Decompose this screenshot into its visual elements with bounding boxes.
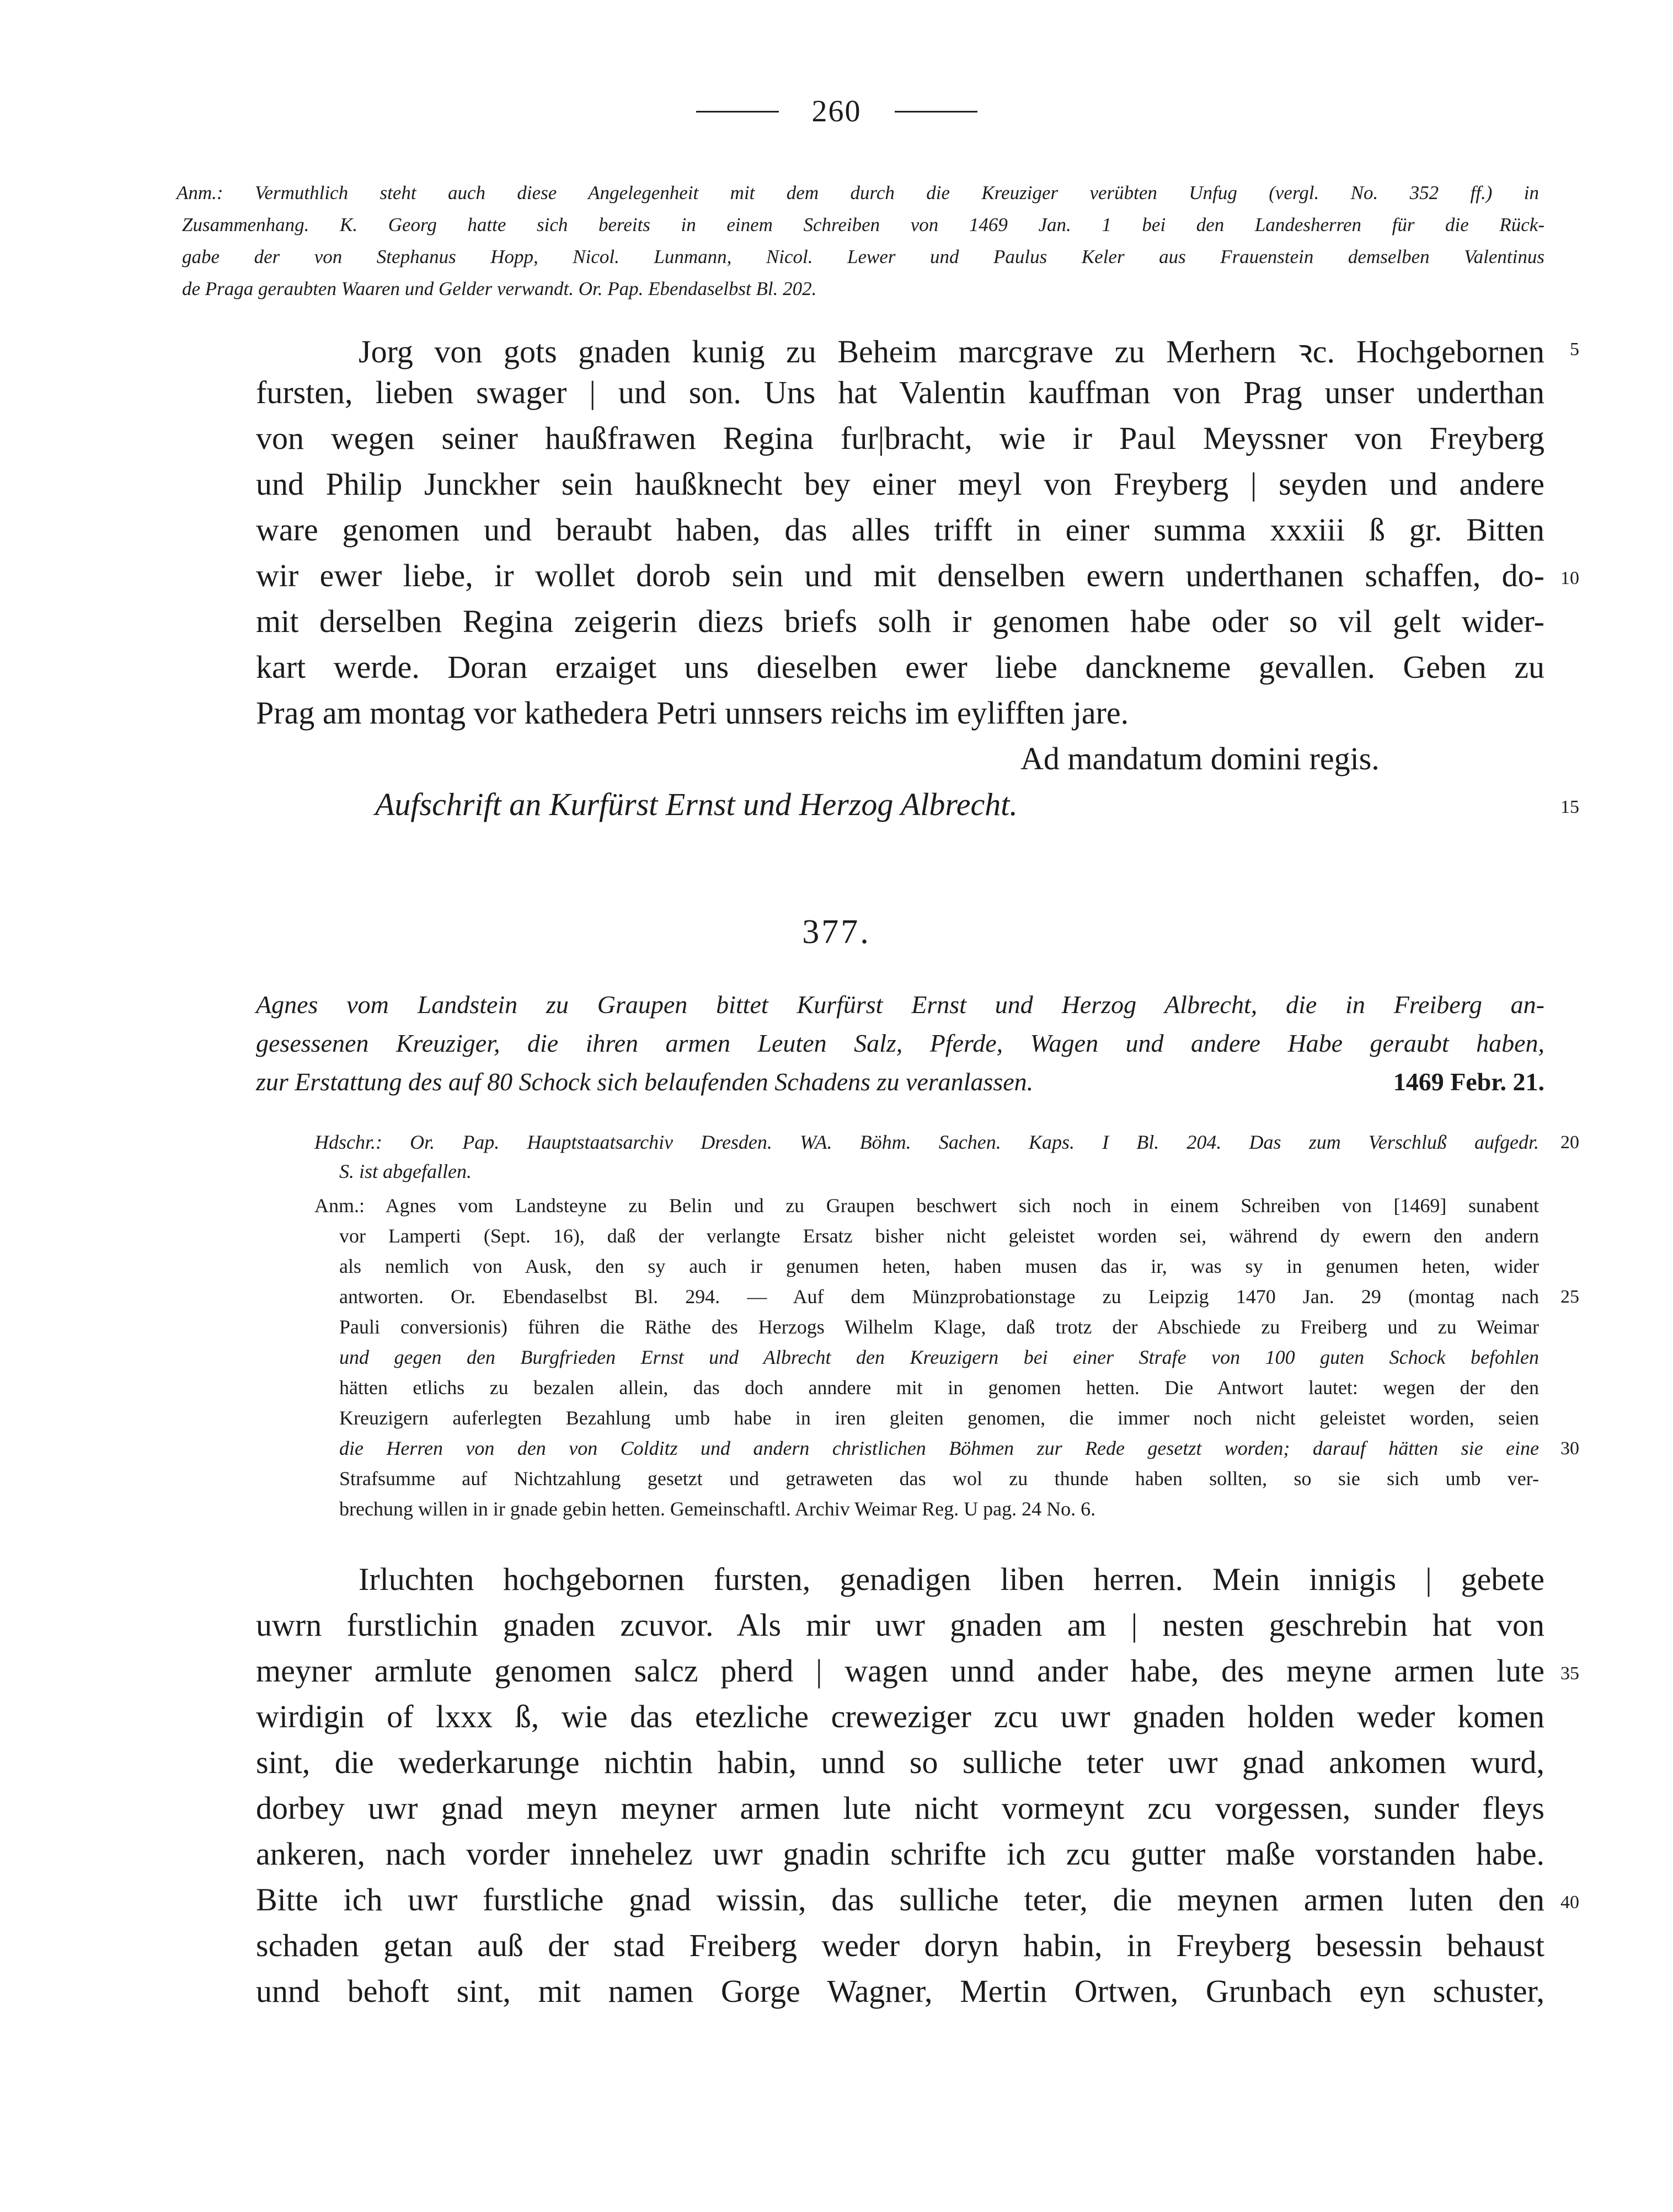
summary-line: gesessenen Kreuziger, die ihren armen Leuten Salz, Pferde, Wagen und andere Habe geraubt haben, — [256, 1029, 1544, 1057]
letter-line: und Philip Junckher sein haußknecht bey einer meyl von Freyberg | seyden und andere — [256, 466, 1544, 502]
header-rule-left — [696, 111, 779, 113]
letter-line: Irluchten hochgebornen fursten, genadigen liben herren. Mein innigis | gebete — [359, 1561, 1544, 1597]
letter-line: Jorg von gots gnaden kunig zu Beheim marcgrave zu Merhern ꝛc. Hochgebornen — [359, 334, 1544, 369]
note-line: Anm.: Vermuthlich steht auch diese Angelegenheit mit dem durch die Kreuziger verübten Unfug (vergl. No. 352 ff.) in — [177, 182, 1539, 203]
note-line: Zusammenhang. K. Georg hatte sich bereits in einem Schreiben von 1469 Jan. 1 bei den Landesherren für die Rück- — [182, 214, 1544, 235]
line-number: 20 — [1560, 1132, 1579, 1153]
source-line: als nemlich von Ausk, den sy auch ir genumen heten, haben musen das ir, was sy in genumen heten, wider — [339, 1255, 1539, 1277]
source-line: Hdschr.: Or. Pap. Hauptstaatsarchiv Dresden. WA. Böhm. Sachen. Kaps. I Bl. 204. Das zum Verschluß aufgedr. — [314, 1131, 1539, 1153]
letter-line: von wegen seiner haußfrawen Regina fur|bracht, wie ir Paul Meyssner von Freyberg — [256, 420, 1544, 456]
source-line: Strafsumme auf Nichtzahlung gesetzt und getraweten das wol zu thunde haben sollten, so sie sich umb ver- — [339, 1467, 1539, 1490]
line-number: 25 — [1560, 1287, 1579, 1307]
source-line: die Herren von den von Colditz und andern christlichen Böhmen zur Rede gesetzt worden; darauf hätten sie eine — [339, 1437, 1539, 1459]
summary-line — [256, 1067, 1544, 1096]
source-line: und gegen den Burgfrieden Ernst und Albrecht den Kreuzigern bei einer Strafe von 100 guten Schock befohlen — [339, 1346, 1539, 1368]
source-line: Kreuzigern auferlegten Bezahlung umb habe in iren gleiten genomen, die immer noch nicht geleistet worden, seien — [339, 1407, 1539, 1429]
letter-line: mit derselben Regina zeigerin diezs briefs solh ir genomen habe oder so vil gelt wider- — [256, 603, 1544, 639]
note-line: gabe der von Stephanus Hopp, Nicol. Lunmann, Nicol. Lewer und Paulus Keler aus Frauenstein demselben Valentinus — [182, 246, 1544, 267]
summary-text: zur Erstattung des auf 80 Schock sich belaufenden Schadens zu veranlassen. — [256, 1068, 1034, 1096]
letter-line: schaden getan auß der stad Freiberg weder doryn habin, in Freyberg besessin behaust — [256, 1927, 1544, 1963]
line-number: 10 — [1560, 568, 1579, 588]
letter-line: meyner armlute genomen salcz pherd | wagen unnd ander habe, des meyne armen lute — [256, 1653, 1544, 1689]
document-number: 377. — [802, 913, 871, 951]
source-line: hätten etlichs zu bezalen allein, das doch anndere mit in genomen hetten. Die Antwort lautet: wegen der den — [339, 1377, 1539, 1399]
letter-line: uwrn furstlichin gnaden zcuvor. Als mir uwr gnaden am | nesten geschrebin hat von — [256, 1607, 1544, 1643]
source-line: Pauli conversionis) führen die Räthe des Herzogs Wilhelm Klage, daß trotz der Abschiede zu Freiberg und zu Weimar — [339, 1316, 1539, 1338]
source-line: antworten. Or. Ebendaselbst Bl. 294. — Auf dem Münzprobationstage zu Leipzig 1470 Jan. 29 (montag nach — [339, 1286, 1539, 1308]
letter-line: sint, die wederkarunge nichtin habin, unnd so sulliche teter uwr gnad ankomen wurd, — [256, 1744, 1544, 1780]
letter-line: ware genomen und beraubt haben, das alles trifft in einer summa xxxiii ß gr. Bitten — [256, 512, 1544, 548]
letter-line: Prag am montag vor kathedera Petri unnsers reichs im eylifften jare. — [256, 695, 1129, 731]
page-number: 260 — [811, 94, 862, 128]
document-date: 1469 Febr. 21. — [1393, 1068, 1544, 1096]
letter-line: kart werde. Doran erzaiget uns dieselben ewer liebe danckneme gevallen. Geben zu — [256, 649, 1544, 685]
letter-line: dorbey uwr gnad meyn meyner armen lute nicht vormeynt zcu vorgessen, sunder fleys — [256, 1790, 1544, 1826]
line-number: 15 — [1560, 797, 1579, 817]
source-line: Anm.: Agnes vom Landsteyne zu Belin und zu Graupen beschwert sich noch in einem Schreiben von [1469] sunabent — [314, 1195, 1539, 1217]
source-line: vor Lamperti (Sept. 16), daß der verlangte Ersatz bisher nicht geleistet worden sei, während dy ewern den andern — [339, 1225, 1539, 1247]
signature: Ad mandatum domini regis. — [1020, 741, 1380, 776]
header-rule-right — [895, 111, 977, 113]
summary-line: Agnes vom Landstein zu Graupen bittet Kurfürst Ernst und Herzog Albrecht, die in Freiberg an- — [256, 990, 1544, 1019]
letter-line: ankeren, nach vorder innehelez uwr gnadin schrifte ich zcu gutter maße vorstanden habe. — [256, 1836, 1544, 1872]
letter-line: Bitte ich uwr furstliche gnad wissin, das sulliche teter, die meynen armen luten den — [256, 1882, 1544, 1918]
letter-line: wirdigin of lxxx ß, wie das etezliche creweziger zcu uwr gnaden holden weder komen — [256, 1699, 1544, 1734]
note-line: de Praga geraubten Waaren und Gelder verwandt. Or. Pap. Ebendaselbst Bl. 202. — [182, 278, 817, 299]
source-line: S. ist abgefallen. — [339, 1160, 472, 1182]
source-line: brechung willen in ir gnade gebin hetten. Gemeinschaftl. Archiv Weimar Reg. U pag. 24 No. 6. — [339, 1498, 1096, 1520]
line-number: 30 — [1560, 1438, 1579, 1459]
line-number: 35 — [1560, 1663, 1579, 1684]
letter-line: fursten, lieben swager | und son. Uns hat Valentin kauffman von Prag unser underthan — [256, 374, 1544, 410]
line-number: 5 — [1570, 339, 1579, 360]
line-number: 40 — [1560, 1892, 1579, 1913]
address-line: Aufschrift an Kurfürst Ernst und Herzog Albrecht. — [375, 786, 1018, 822]
page-header — [0, 94, 1673, 129]
letter-line: wir ewer liebe, ir wollet dorob sein und mit denselben ewern underthanen schaffen, do- — [256, 558, 1544, 593]
letter-line: unnd behoft sint, mit namen Gorge Wagner, Mertin Ortwen, Grunbach eyn schuster, — [256, 1973, 1544, 2009]
